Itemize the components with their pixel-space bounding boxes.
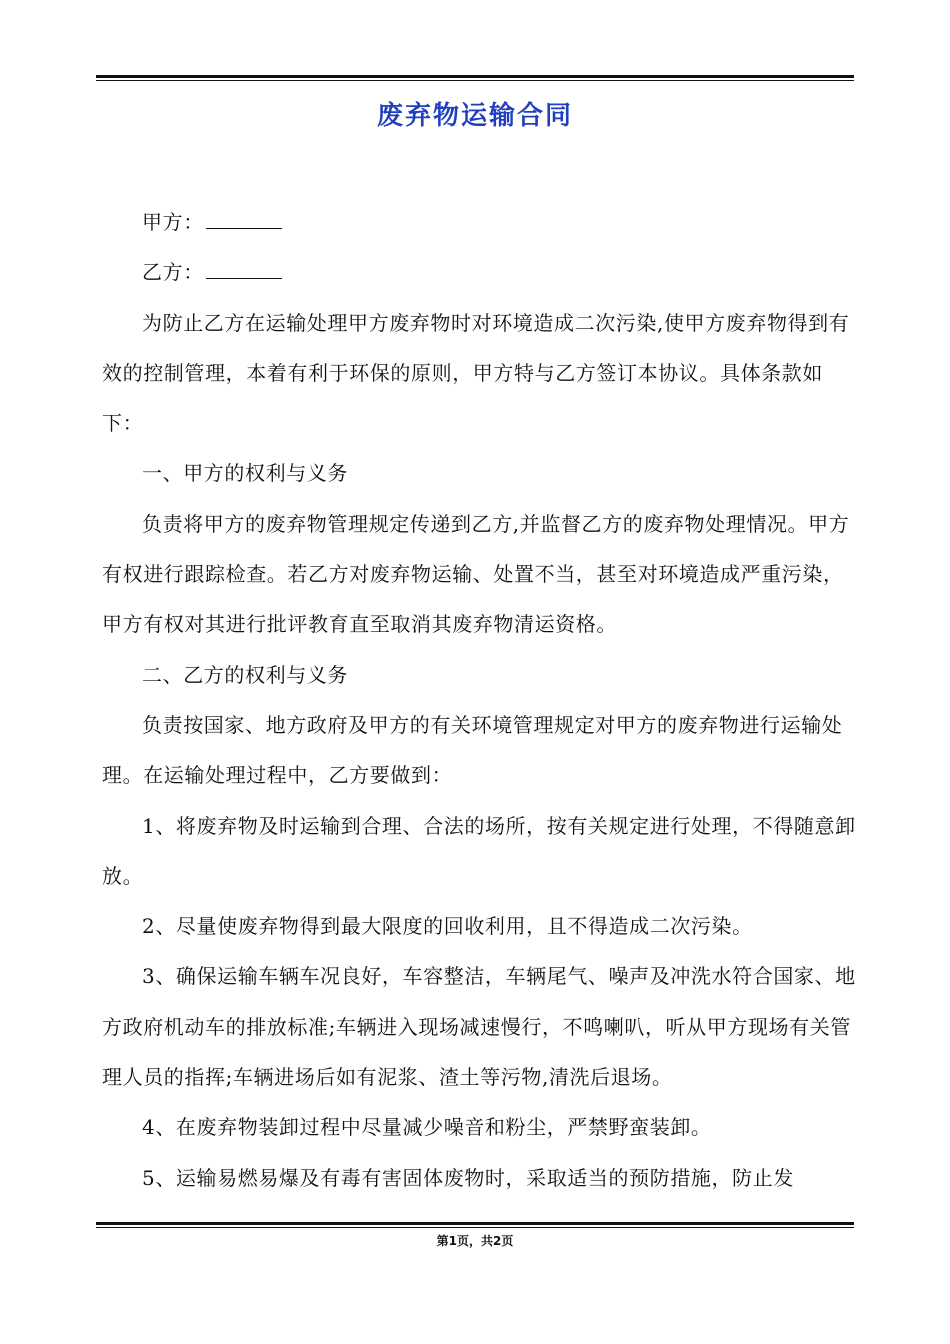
footer-rule [96,1222,854,1228]
party-b-label: 乙方： [142,260,204,285]
clause-5: 5、运输易燃易爆及有毒有害固体废物时，采取适当的预防措施，防止发 [142,1165,794,1190]
paragraph-intro: 为防止乙方在运输处理甲方废弃物时对环境造成二次污染,使甲方废弃物得到有效的控制管理，本着有利于环保的原则，甲方特与乙方签订本协议。具体条款如下： [102,310,850,436]
party-a-label: 甲方： [142,210,204,234]
document-body [102,197,862,1203]
section-heading-party-b: 二、乙方的权利与义务 [142,662,348,687]
paragraph-party-b-duties: 负责按国家、地方政府及甲方的有关环境管理规定对甲方的废弃物进行运输处理。在运输处理过程中，乙方要做到： [102,712,843,788]
clause-2: 2、尽量使废弃物得到最大限度的回收利用，且不得造成二次污染。 [142,914,753,939]
clause-3: 3、确保运输车辆车况良好，车容整洁，车辆尾气、噪声及冲洗水符合国家、地方政府机动车的排放标准;车辆进入现场减速慢行，不鸣喇叭，听从甲方现场有关管理人员的指挥;车辆进场后如有泥浆、渣土等污物,清洗后退场。 [102,964,856,1090]
paragraph-party-a-duties: 负责将甲方的废弃物管理规定传递到乙方,并监督乙方的废弃物处理情况。甲方有权进行跟踪检查。若乙方对废弃物运输、处置不当，甚至对环境造成严重污染，甲方有权对其进行批评教育直至取消其废弃物清运资格。 [102,511,850,637]
document-title: 废弃物运输合同 [376,101,573,131]
party-b-blank [206,264,282,279]
page-indicator: 第1页，共2页 [436,1234,514,1248]
header-rule [96,75,854,81]
party-b-line [102,247,862,297]
section-heading-party-a: 一、甲方的权利与义务 [142,461,348,486]
clause-4: 4、在废弃物装卸过程中尽量减少噪音和粉尘，严禁野蛮装卸。 [142,1115,712,1140]
party-a-blank [206,214,282,229]
party-a-line [102,197,862,247]
clause-1: 1、将废弃物及时运输到合理、合法的场所，按有关规定进行处理，不得随意卸放。 [102,813,856,888]
